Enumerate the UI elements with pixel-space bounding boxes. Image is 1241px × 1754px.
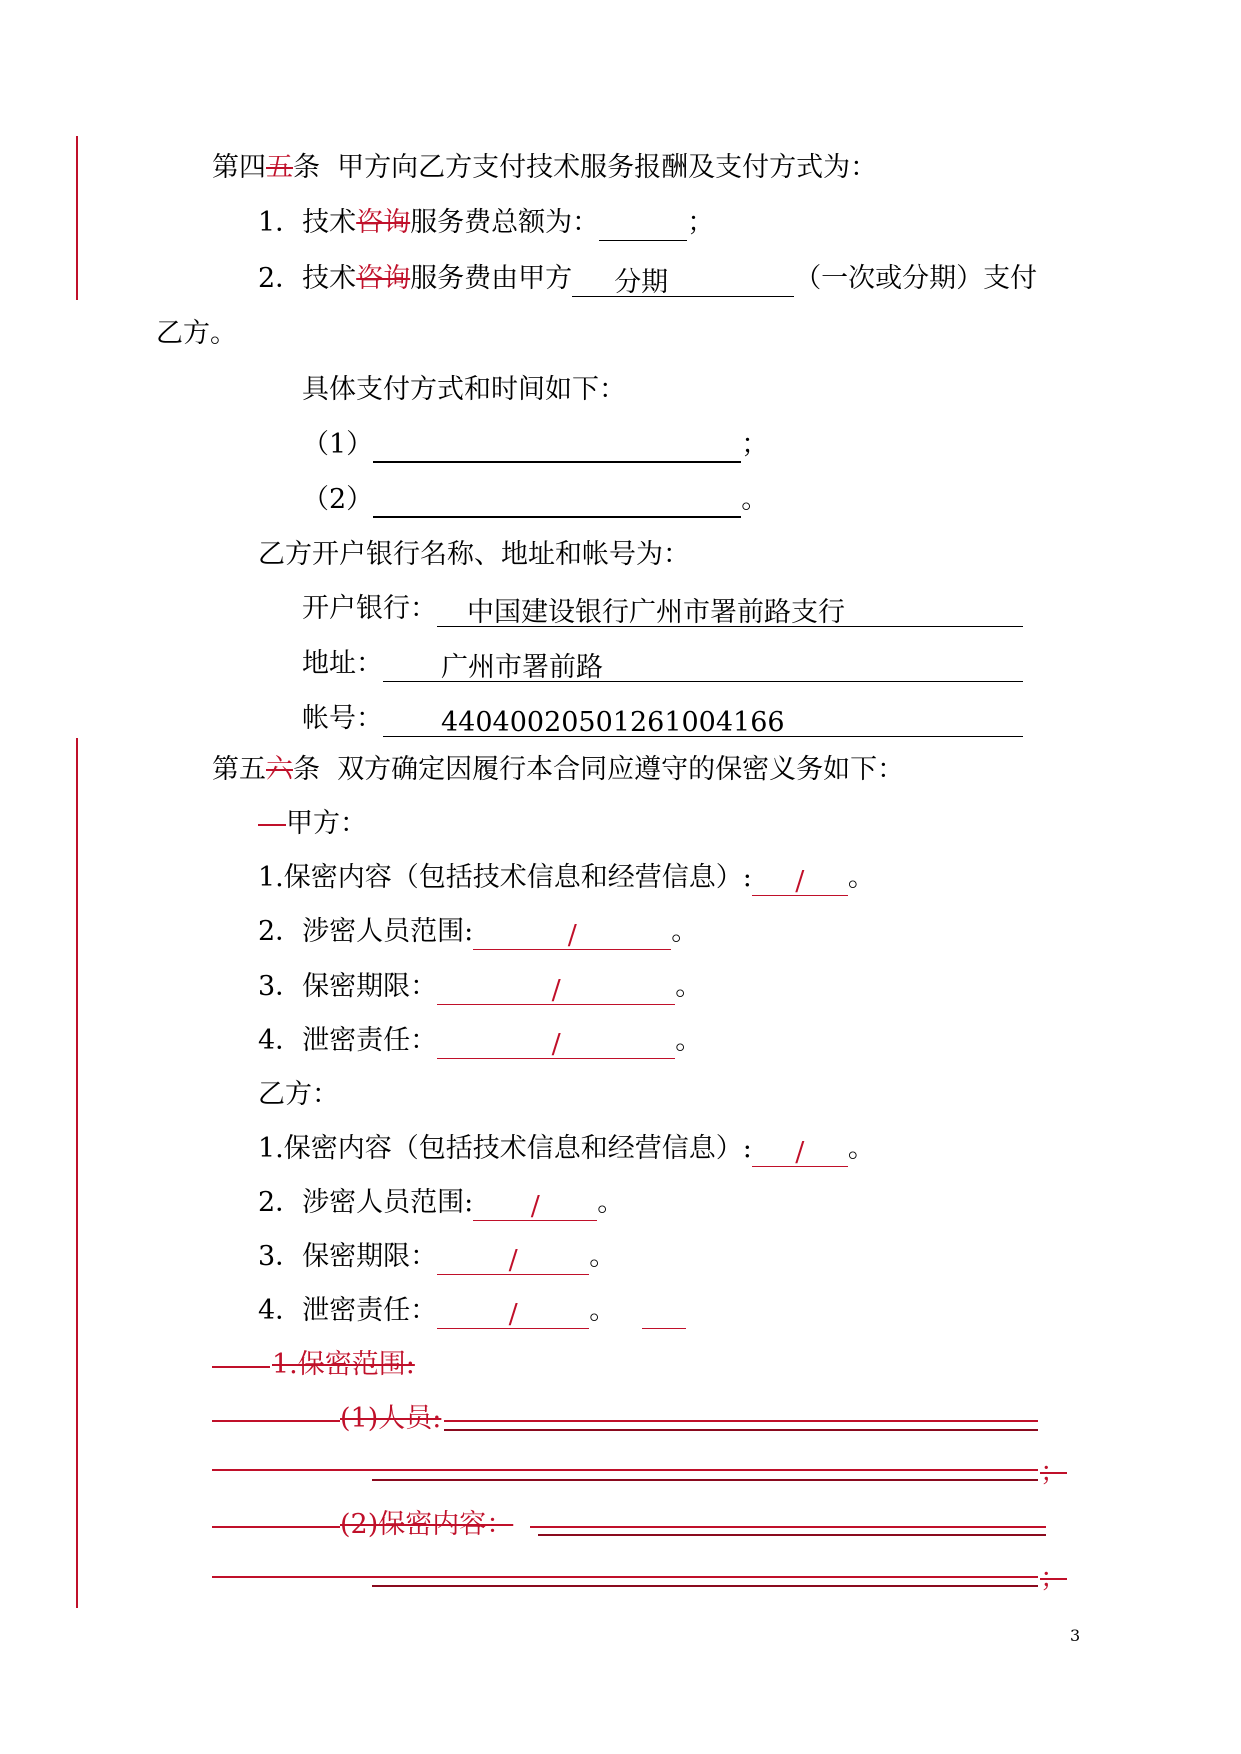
party-b-item-4: 4．泄密责任： / 。 (258, 1293, 686, 1329)
deleted-text: 咨询 (356, 207, 411, 238)
deleted-field-line (372, 1585, 1038, 1587)
party-b-content-field[interactable]: / (752, 1136, 848, 1167)
revision-bar (76, 738, 78, 1608)
payment-detail-label: 具体支付方式和时间如下： (302, 374, 626, 405)
party-b-heading: 乙方： (258, 1079, 339, 1110)
party-a-item-2: 2．涉密人员范围: / 。 (258, 916, 699, 951)
revision-bar (76, 136, 78, 300)
deleted-rule (212, 1576, 1038, 1578)
party-a-item-1: 1.保密内容（包括技术信息和经营信息）: / 。 (258, 862, 875, 897)
payment-detail-2-field[interactable] (373, 486, 741, 518)
deleted-rule (530, 1526, 1046, 1528)
party-a-period-field[interactable]: / (437, 974, 675, 1005)
party-b-liability-field[interactable]: / (437, 1298, 589, 1329)
party-a-heading: 甲方： (258, 806, 367, 842)
party-a-content-field[interactable]: / (752, 865, 848, 896)
fee-total-line: 1．技术咨询服务费总额为： ； (258, 205, 714, 241)
party-a-persons-field[interactable]: / (473, 919, 671, 950)
account-line: 帐号： 44040020501261004166 (302, 701, 1023, 737)
party-a-item-3: 3．保密期限： / 。 (258, 971, 703, 1006)
payment-detail-1: （1） ； (302, 427, 768, 463)
deleted-field-line (538, 1534, 1046, 1536)
payment-detail-2: （2） 。 (302, 482, 768, 518)
deleted-semicolon: ； (1040, 1563, 1067, 1594)
party-b-item-2: 2．涉密人员范围: / 。 (258, 1187, 625, 1222)
bank-line: 开户银行： 中国建设银行广州市署前路支行 (302, 591, 1023, 627)
bank-intro: 乙方开户银行名称、地址和帐号为： (258, 539, 690, 570)
deleted-scope: 1.保密范围: (272, 1349, 415, 1380)
party-a-liability-field[interactable]: / (437, 1028, 675, 1059)
deleted-indent-rule (212, 1420, 340, 1422)
fee-method-line-cont: 乙方。 (156, 318, 237, 349)
account-field[interactable]: 44040020501261004166 (383, 706, 1023, 737)
deleted-text: 六 (266, 754, 293, 785)
article-title: 第五六条 双方确定因履行本合同应遵守的保密义务如下： (212, 754, 905, 785)
party-b-persons-field[interactable]: / (473, 1190, 597, 1221)
address-field[interactable]: 广州市署前路 (383, 651, 1023, 682)
deleted-text: 咨询 (356, 263, 411, 294)
fee-total-field[interactable] (599, 210, 687, 241)
party-b-period-field[interactable]: / (437, 1244, 589, 1275)
inserted-blank (642, 1298, 686, 1329)
deleted-text: 五 (266, 152, 293, 183)
deleted-dash (258, 824, 286, 826)
payment-method-field[interactable]: 分期 (572, 266, 794, 297)
bank-field[interactable]: 中国建设银行广州市署前路支行 (437, 596, 1023, 627)
deleted-persons: (1)人员: (340, 1403, 442, 1434)
deleted-semicolon: ； (1040, 1457, 1067, 1488)
deleted-rule (212, 1469, 1038, 1471)
party-a-item-4: 4．泄密责任： / 。 (258, 1025, 703, 1060)
page-number: 3 (1070, 1626, 1081, 1645)
deleted-content: (2)保密内容： (340, 1509, 514, 1540)
deleted-field-line (444, 1429, 1038, 1431)
article-title: 第四五条 甲方向乙方支付技术服务报酬及支付方式为： (212, 152, 878, 183)
deleted-field-line (372, 1479, 1038, 1481)
address-line: 地址： 广州市署前路 (302, 646, 1023, 682)
fee-method-line: 2．技术咨询服务费由甲方 分期 （一次或分期）支付 (258, 263, 1038, 298)
party-b-item-3: 3．保密期限： / 。 (258, 1241, 617, 1276)
party-b-item-1: 1.保密内容（包括技术信息和经营信息）: / 。 (258, 1133, 875, 1168)
deleted-indent-rule (212, 1366, 270, 1368)
deleted-indent-rule (212, 1526, 340, 1528)
payment-detail-1-field[interactable] (373, 431, 741, 463)
deleted-rule (444, 1420, 1038, 1422)
